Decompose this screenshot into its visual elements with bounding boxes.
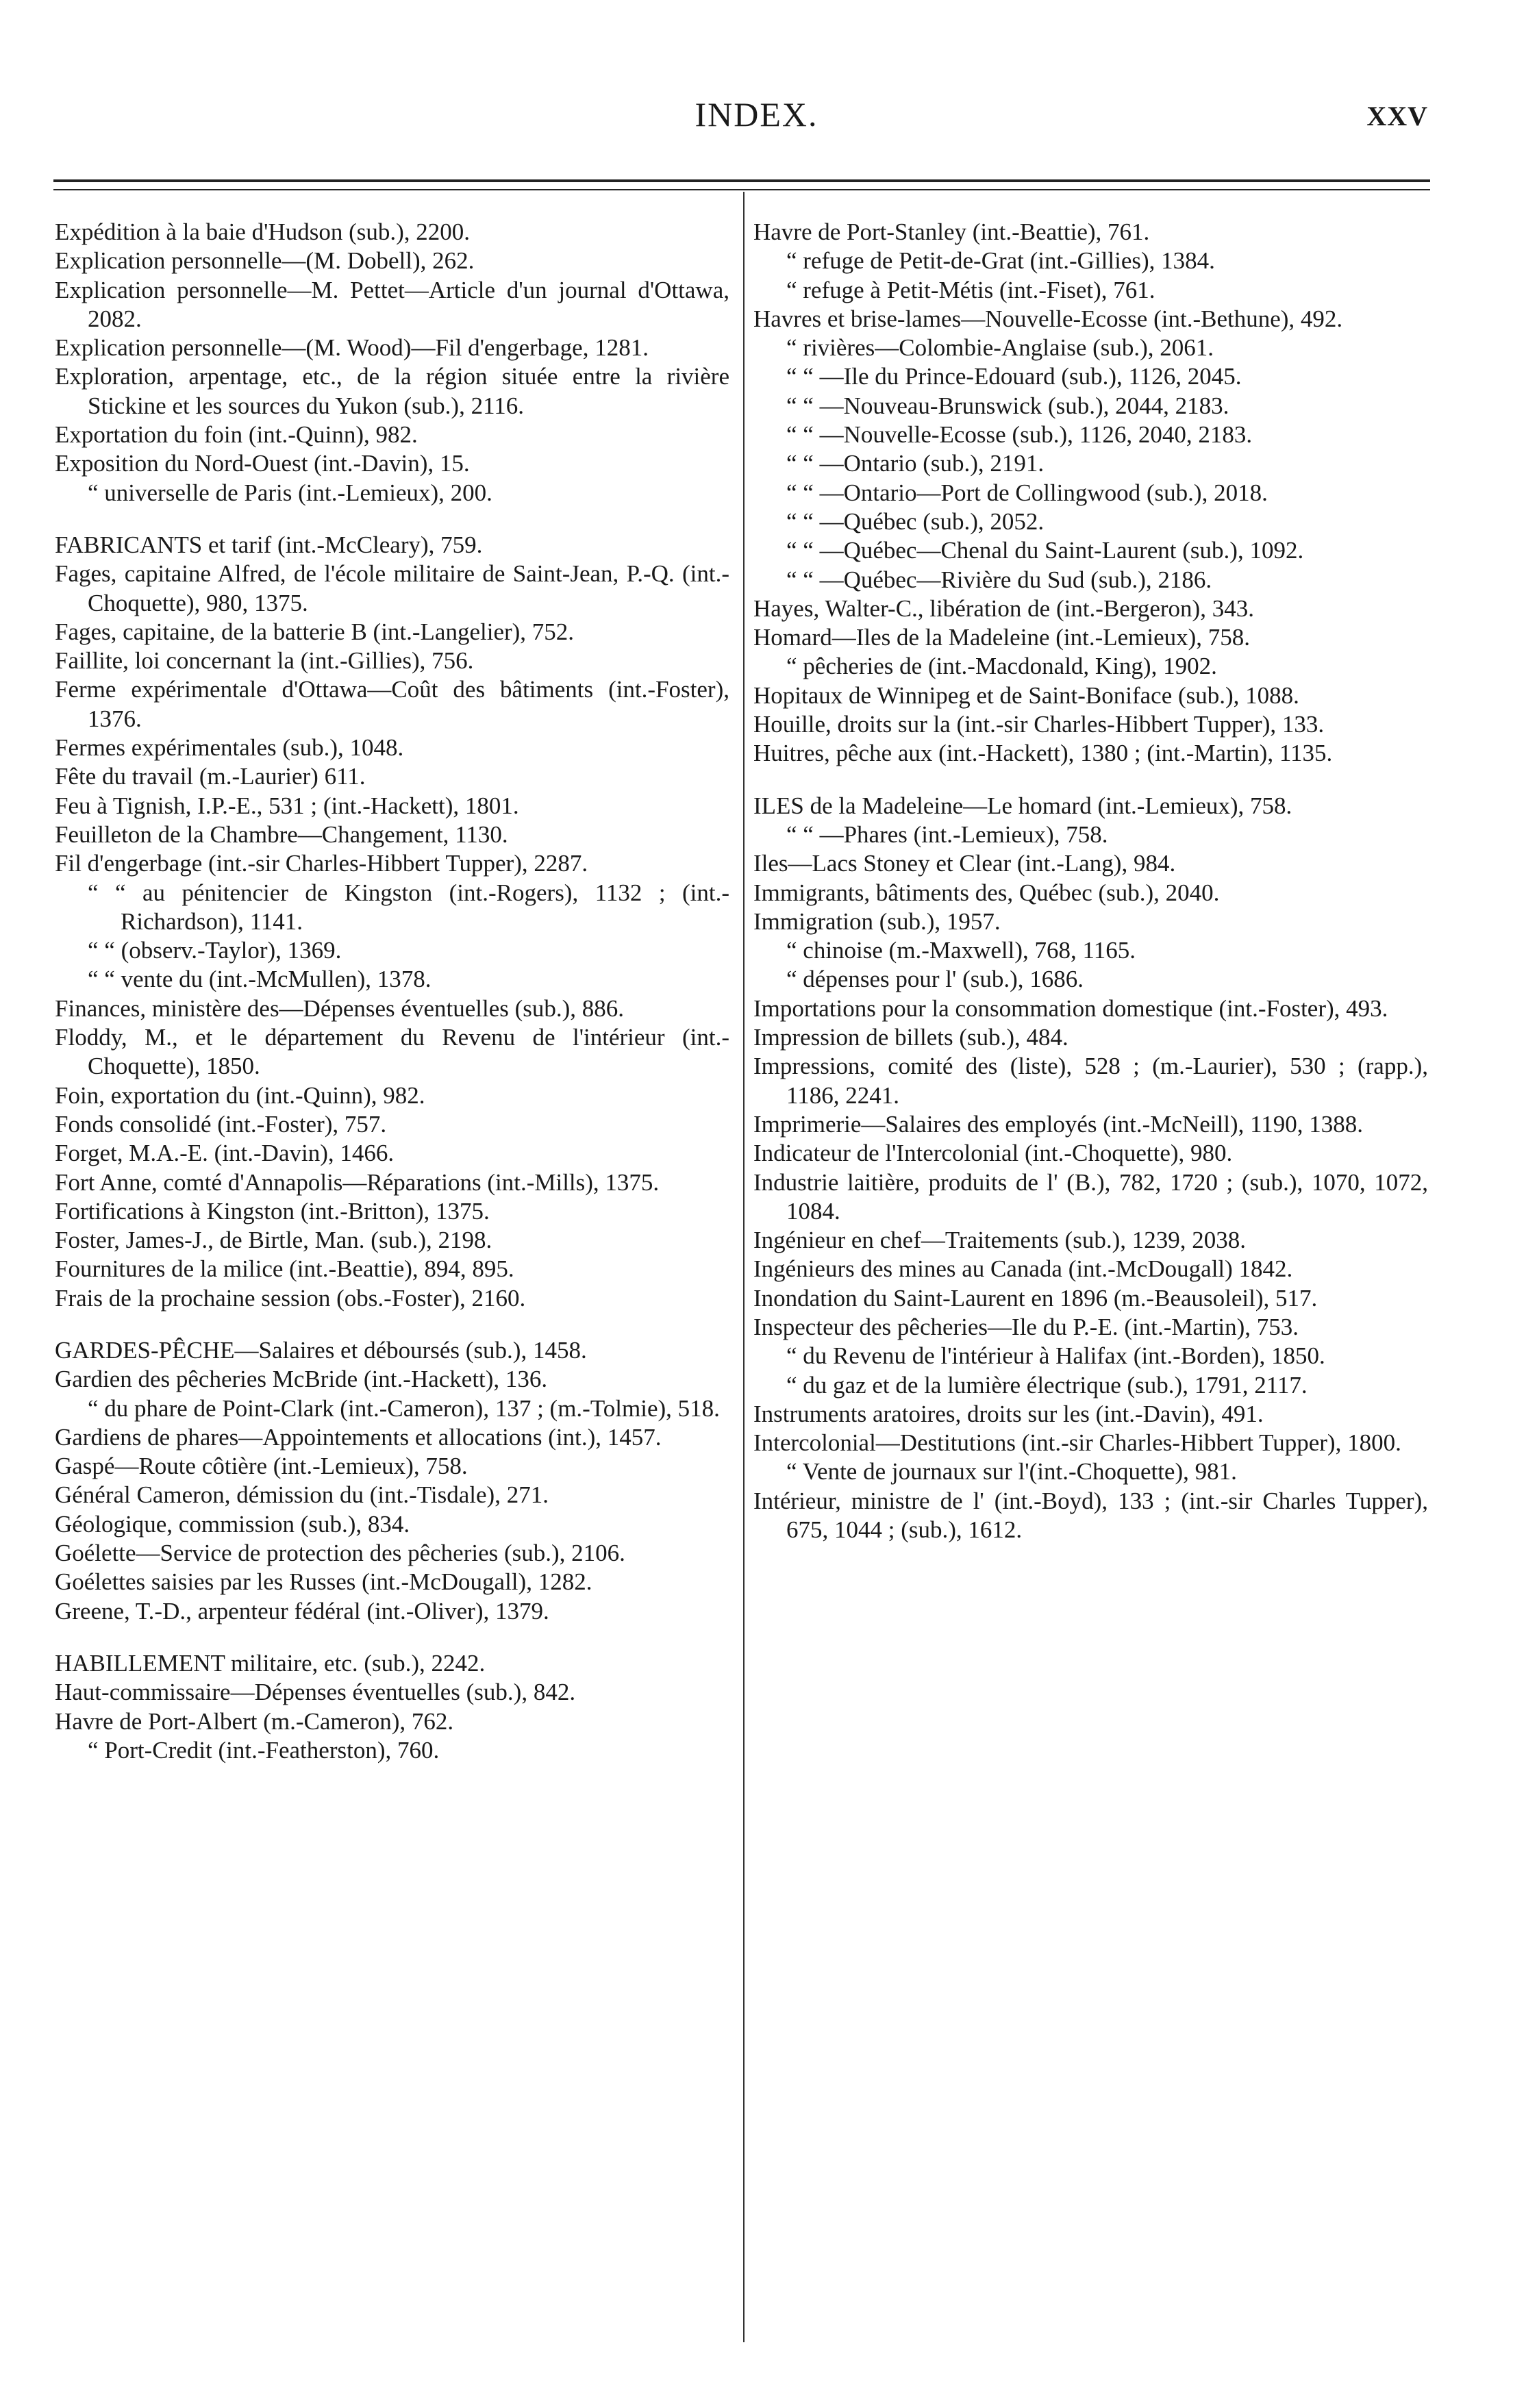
index-entry: Explication personnelle—(M. Dobell), 262.	[55, 247, 475, 275]
index-entry: Feu à Tignish, I.P.-E., 531 ; (int.-Hackett), 1801.	[55, 792, 519, 819]
header-rule-thin	[53, 189, 1430, 190]
left-column	[55, 218, 729, 1765]
index-entry: “ “ —Québec—Rivière du Sud (sub.), 2186.	[786, 566, 1212, 593]
index-entry: Iles—Lacs Stoney et Clear (int.-Lang), 984.	[753, 850, 1176, 877]
index-entry: Expédition à la baie d'Hudson (sub.), 2200.	[55, 218, 471, 245]
page-number: XXV	[1366, 101, 1428, 131]
index-entry: “ “ vente du (int.-McMullen), 1378.	[88, 966, 432, 993]
index-entry: Havres et brise-lames—Nouvelle-Ecosse (int.-Bethune), 492.	[753, 305, 1343, 332]
index-entry: Indicateur de l'Intercolonial (int.-Choquette), 980.	[753, 1140, 1233, 1167]
index-entry: Homard—Iles de la Madeleine (int.-Lemieux), 758.	[753, 624, 1251, 651]
right-column	[753, 218, 1428, 1544]
index-entry: Explication personnelle—(M. Wood)—Fil d'engerbage, 1281.	[55, 334, 649, 362]
index-entry: Havre de Port-Albert (m.-Cameron), 762.	[55, 1707, 454, 1735]
index-entry: Finances, ministère des—Dépenses éventuelles (sub.), 886.	[55, 994, 625, 1022]
index-entry: Floddy, M., et le département du Revenu de l'intérieur (int.-Choquette), 1850.	[55, 1024, 729, 1080]
index-entry: “ Vente de journaux sur l'(int.-Choquette), 981.	[786, 1458, 1237, 1485]
index-entry: “ du Revenu de l'intérieur à Halifax (int.-Borden), 1850.	[786, 1342, 1325, 1370]
index-entry: “ “ —Ontario—Port de Collingwood (sub.), 2018.	[786, 479, 1268, 506]
index-entry: Importations pour la consommation domestique (int.-Foster), 493.	[753, 994, 1388, 1022]
index-entry: Instruments aratoires, droits sur les (int.-Davin), 491.	[753, 1400, 1264, 1427]
index-entry: Général Cameron, démission du (int.-Tisdale), 271.	[55, 1481, 549, 1509]
index-entry: Havre de Port-Stanley (int.-Beattie), 761.	[753, 218, 1150, 245]
index-entry: Ferme expérimentale d'Ottawa—Coût des bâtiments (int.-Foster), 1376.	[55, 676, 729, 732]
index-entry: Frais de la prochaine session (obs.-Foster), 2160.	[55, 1284, 526, 1312]
index-entry: FABRICANTS et tarif (int.-McCleary), 759.	[55, 531, 483, 558]
index-entry: Greene, T.-D., arpenteur fédéral (int.-Oliver), 1379.	[55, 1597, 549, 1625]
index-entry: “ “ (observ.-Taylor), 1369.	[88, 937, 342, 964]
index-entry: Fête du travail (m.-Laurier) 611.	[55, 763, 366, 790]
index-entry: Impressions, comité des (liste), 528 ; (m.-Laurier), 530 ; (rapp.), 1186, 2241.	[753, 1053, 1428, 1109]
index-entry: “ rivières—Colombie-Anglaise (sub.), 2061.	[786, 334, 1214, 362]
index-entry: Goélettes saisies par les Russes (int.-McDougall), 1282.	[55, 1568, 592, 1596]
header-rule-thick	[53, 179, 1430, 182]
index-entry: “ “ —Québec (sub.), 2052.	[786, 507, 1045, 535]
index-entry: GARDES-PÊCHE—Salaires et déboursés (sub.), 1458.	[55, 1336, 587, 1364]
index-entry: “ “ —Phares (int.-Lemieux), 758.	[786, 820, 1108, 848]
index-entry: Exportation du foin (int.-Quinn), 982.	[55, 421, 418, 449]
index-entry: “ “ —Ontario (sub.), 2191.	[786, 450, 1045, 477]
index-entry: Impression de billets (sub.), 484.	[753, 1024, 1068, 1051]
index-entry: “ du phare de Point-Clark (int.-Cameron), 137 ; (m.-Tolmie), 518.	[88, 1394, 720, 1422]
index-entry: Explication personnelle—M. Pettet—Article d'un journal d'Ottawa, 2082.	[55, 276, 729, 332]
index-entry: Imprimerie—Salaires des employés (int.-McNeill), 1190, 1388.	[753, 1110, 1364, 1138]
index-entry: Forget, M.A.-E. (int.-Davin), 1466.	[55, 1140, 395, 1167]
index-entry: “ Port-Credit (int.-Featherston), 760.	[88, 1736, 440, 1764]
index-entry: Fort Anne, comté d'Annapolis—Réparations (int.-Mills), 1375.	[55, 1168, 660, 1196]
index-entry: HABILLEMENT militaire, etc. (sub.), 2242.	[55, 1649, 486, 1677]
index-entry: Faillite, loi concernant la (int.-Gillies), 756.	[55, 647, 474, 675]
index-entry: Fonds consolidé (int.-Foster), 757.	[55, 1110, 387, 1138]
index-entry: Hopitaux de Winnipeg et de Saint-Boniface (sub.), 1088.	[753, 681, 1299, 709]
index-entry: “ dépenses pour l' (sub.), 1686.	[786, 966, 1084, 993]
index-entry: Gardien des pêcheries McBride (int.-Hackett), 136.	[55, 1366, 548, 1393]
index-entry: Hayes, Walter-C., libération de (int.-Bergeron), 343.	[753, 594, 1254, 622]
index-entry: Exposition du Nord-Ouest (int.-Davin), 15.	[55, 450, 470, 477]
index-entry: Gardiens de phares—Appointements et allocations (int.), 1457.	[55, 1423, 662, 1451]
index-entry: ILES de la Madeleine—Le homard (int.-Lemieux), 758.	[753, 792, 1292, 819]
index-entry: Fortifications à Kingston (int.-Britton), 1375.	[55, 1197, 490, 1225]
index-entry: “ “ —Québec—Chenal du Saint-Laurent (sub.), 1092.	[786, 537, 1304, 564]
index-entry: Inondation du Saint-Laurent en 1896 (m.-Beausoleil), 517.	[753, 1284, 1318, 1312]
index-entry: “ “ —Ile du Prince-Edouard (sub.), 1126, 2045.	[786, 363, 1242, 390]
index-entry: Industrie laitière, produits de l' (B.), 782, 1720 ; (sub.), 1070, 1072, 1084.	[753, 1168, 1428, 1225]
index-entry: Foster, James-J., de Birtle, Man. (sub.), 2198.	[55, 1227, 492, 1254]
index-entry: Fages, capitaine Alfred, de l'école militaire de Saint-Jean, P.-Q. (int.-Choquette), 980, 1375.	[55, 560, 729, 616]
index-entry: Ingénieur en chef—Traitements (sub.), 1239, 2038.	[753, 1227, 1246, 1254]
index-entry: Fournitures de la milice (int.-Beattie), 894, 895.	[55, 1255, 514, 1283]
index-entry: Feuilleton de la Chambre—Changement, 1130.	[55, 820, 508, 848]
index-entry: Immigration (sub.), 1957.	[753, 907, 1001, 935]
index-entry: Fages, capitaine, de la batterie B (int.-Langelier), 752.	[55, 618, 575, 645]
index-entry: Haut-commissaire—Dépenses éventuelles (sub.), 842.	[55, 1679, 576, 1706]
index-entry: “ “ —Nouvelle-Ecosse (sub.), 1126, 2040, 2183.	[786, 421, 1253, 449]
index-entry: Intercolonial—Destitutions (int.-sir Charles-Hibbert Tupper), 1800.	[753, 1429, 1401, 1457]
index-entry: Ingénieurs des mines au Canada (int.-McDougall) 1842.	[753, 1255, 1293, 1283]
index-entry: Fermes expérimentales (sub.), 1048.	[55, 734, 404, 762]
index-entry: “ chinoise (m.-Maxwell), 768, 1165.	[786, 937, 1136, 964]
index-entry: Foin, exportation du (int.-Quinn), 982.	[55, 1081, 425, 1109]
index-entry: “ “ au pénitencier de Kingston (int.-Rogers), 1132 ; (int.-Richardson), 1141.	[88, 879, 729, 935]
index-entry: “ refuge de Petit-de-Grat (int.-Gillies), 1384.	[786, 247, 1215, 275]
index-entry: “ pêcheries de (int.-Macdonald, King), 1902.	[786, 653, 1217, 680]
index-entry: Exploration, arpentage, etc., de la région située entre la rivière Stickine et les sources du Yukon (sub.), 2116.	[55, 363, 729, 419]
index-entry: Goélette—Service de protection des pêcheries (sub.), 2106.	[55, 1540, 625, 1567]
index-entry: “ du gaz et de la lumière électrique (sub.), 1791, 2117.	[786, 1371, 1308, 1399]
index-entry: Intérieur, ministre de l' (int.-Boyd), 133 ; (int.-sir Charles Tupper), 675, 1044 ; (sub.), 1612.	[753, 1487, 1428, 1544]
column-divider	[743, 192, 745, 2342]
index-entry: Huitres, pêche aux (int.-Hackett), 1380 ; (int.-Martin), 1135.	[753, 740, 1333, 767]
index-entry: Inspecteur des pêcheries—Ile du P.-E. (int.-Martin), 753.	[753, 1313, 1299, 1340]
index-entry: “ refuge à Petit-Métis (int.-Fiset), 761.	[786, 276, 1155, 303]
index-entry: Houille, droits sur la (int.-sir Charles-Hibbert Tupper), 133.	[753, 711, 1325, 738]
index-entry: Gaspé—Route côtière (int.-Lemieux), 758.	[55, 1453, 468, 1480]
index-entry: “ universelle de Paris (int.-Lemieux), 200.	[88, 479, 492, 506]
index-entry: “ “ —Nouveau-Brunswick (sub.), 2044, 2183.	[786, 392, 1229, 419]
page-title: INDEX.	[695, 95, 818, 134]
index-entry: Fil d'engerbage (int.-sir Charles-Hibbert Tupper), 2287.	[55, 850, 588, 877]
index-entry: Géologique, commission (sub.), 834.	[55, 1510, 410, 1538]
index-entry: Immigrants, bâtiments des, Québec (sub.), 2040.	[753, 879, 1220, 906]
